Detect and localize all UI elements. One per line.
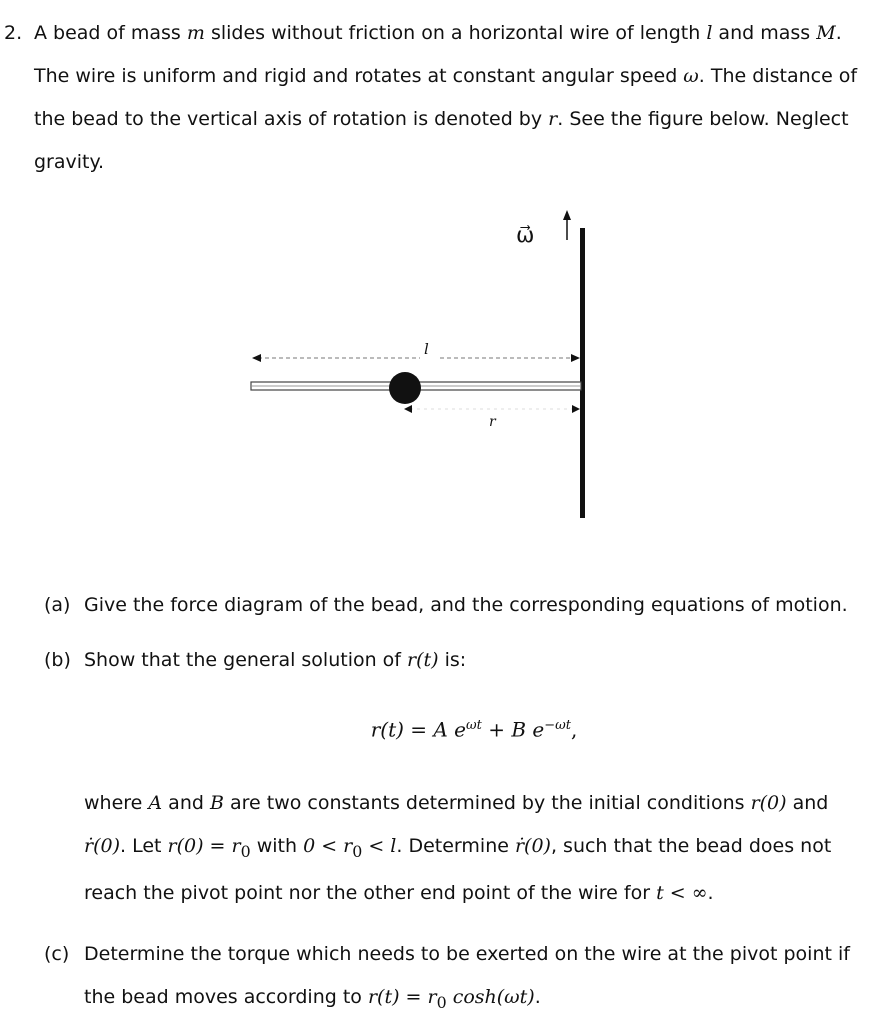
omega-label: ω⃗ (516, 223, 535, 248)
rotation-axis (580, 228, 585, 518)
bead (389, 372, 421, 404)
var-B: B (209, 791, 224, 814)
length-left-arrowhead (252, 354, 261, 362)
part-b-text: . Let (120, 834, 168, 857)
eq-term: , (570, 717, 578, 742)
part-b-text: where (84, 791, 149, 814)
math-t-infinity: t < ∞ (656, 882, 708, 905)
r-right-arrowhead (572, 405, 580, 413)
part-c-label: (c) (44, 943, 70, 966)
part-b-text: Show that the general solution of (84, 649, 408, 671)
eq-exponent: ωt (466, 718, 482, 733)
math-rt-cosh: r(t) = r (367, 986, 437, 1009)
part-b-text: . (707, 882, 714, 905)
part-a (44, 584, 864, 627)
part-c (44, 933, 864, 1024)
math-rt: r(t) (407, 649, 439, 671)
var-r: r (548, 108, 558, 130)
eq-exponent: −ωt (544, 718, 571, 733)
length-right-arrowhead (571, 354, 580, 362)
part-b (44, 639, 864, 915)
part-a-label: (a) (44, 594, 71, 616)
problem-statement (4, 12, 864, 184)
part-b-text: is: (438, 649, 467, 671)
length-label-bg (420, 340, 440, 360)
var-A: A (148, 791, 163, 814)
part-b-followup (84, 782, 864, 916)
var-l: l (706, 22, 713, 44)
math-r0: r(0) (750, 791, 787, 814)
rotating-wire-figure (240, 200, 640, 530)
length-label: l (424, 340, 429, 358)
part-b-text: are two constants determined by the initial conditions (223, 791, 751, 814)
part-b-text: and (786, 791, 829, 814)
r-label: r (489, 414, 496, 430)
general-solution-equation (84, 704, 864, 752)
part-b-statement (84, 639, 864, 682)
intro-text: and mass (712, 22, 817, 44)
problem-parts (44, 584, 864, 1024)
part-c-text: Determine the torque which needs to be exerted on the wire at the pivot point if the bead moves according to (84, 943, 850, 1009)
intro-text: A bead of mass (34, 22, 187, 44)
part-a-text: Give the force diagram of the bead, and the corresponding equations of motion. (84, 594, 848, 616)
problem-intro (34, 12, 864, 184)
intro-text: . The wire is uniform and rigid and rotates at constant angular speed (34, 22, 842, 87)
var-omega: ω (683, 65, 699, 87)
var-M: M (816, 22, 836, 44)
omega-arrowhead (563, 210, 571, 220)
r-left-arrowhead (404, 405, 412, 413)
math-subscript: 0 (240, 841, 251, 861)
part-b-label: (b) (44, 649, 71, 671)
math-rdot0: ṙ(0) (514, 834, 551, 857)
math-inequality: 0 < r (303, 834, 353, 857)
part-b-text: , such that the bead does not reach the pivot point nor the other end point of the wire for (84, 834, 832, 905)
intro-text: . See the figure below. Neglect gravity. (34, 108, 849, 173)
math-r0-eq: r(0) = r (167, 834, 241, 857)
part-b-text: with (250, 834, 304, 857)
intro-text: slides without friction on a horizontal wire of length (204, 22, 707, 44)
math-subscript: 0 (436, 993, 447, 1013)
part-b-text: . Determine (396, 834, 515, 857)
eq-term: r(t) = A e (370, 717, 467, 742)
math-inequality: < l (362, 834, 397, 857)
part-b-text: and (162, 791, 210, 814)
math-cosh: cosh(ωt) (446, 986, 535, 1009)
intro-text: . The distance of the bead to the vertical axis of rotation is denoted by (34, 65, 858, 130)
var-m: m (186, 22, 205, 44)
eq-term: + B e (481, 717, 545, 742)
math-rdot0: ṙ(0) (84, 834, 120, 857)
part-c-text: . (534, 986, 541, 1009)
math-subscript: 0 (352, 841, 363, 861)
problem-number: 2. (4, 22, 23, 44)
